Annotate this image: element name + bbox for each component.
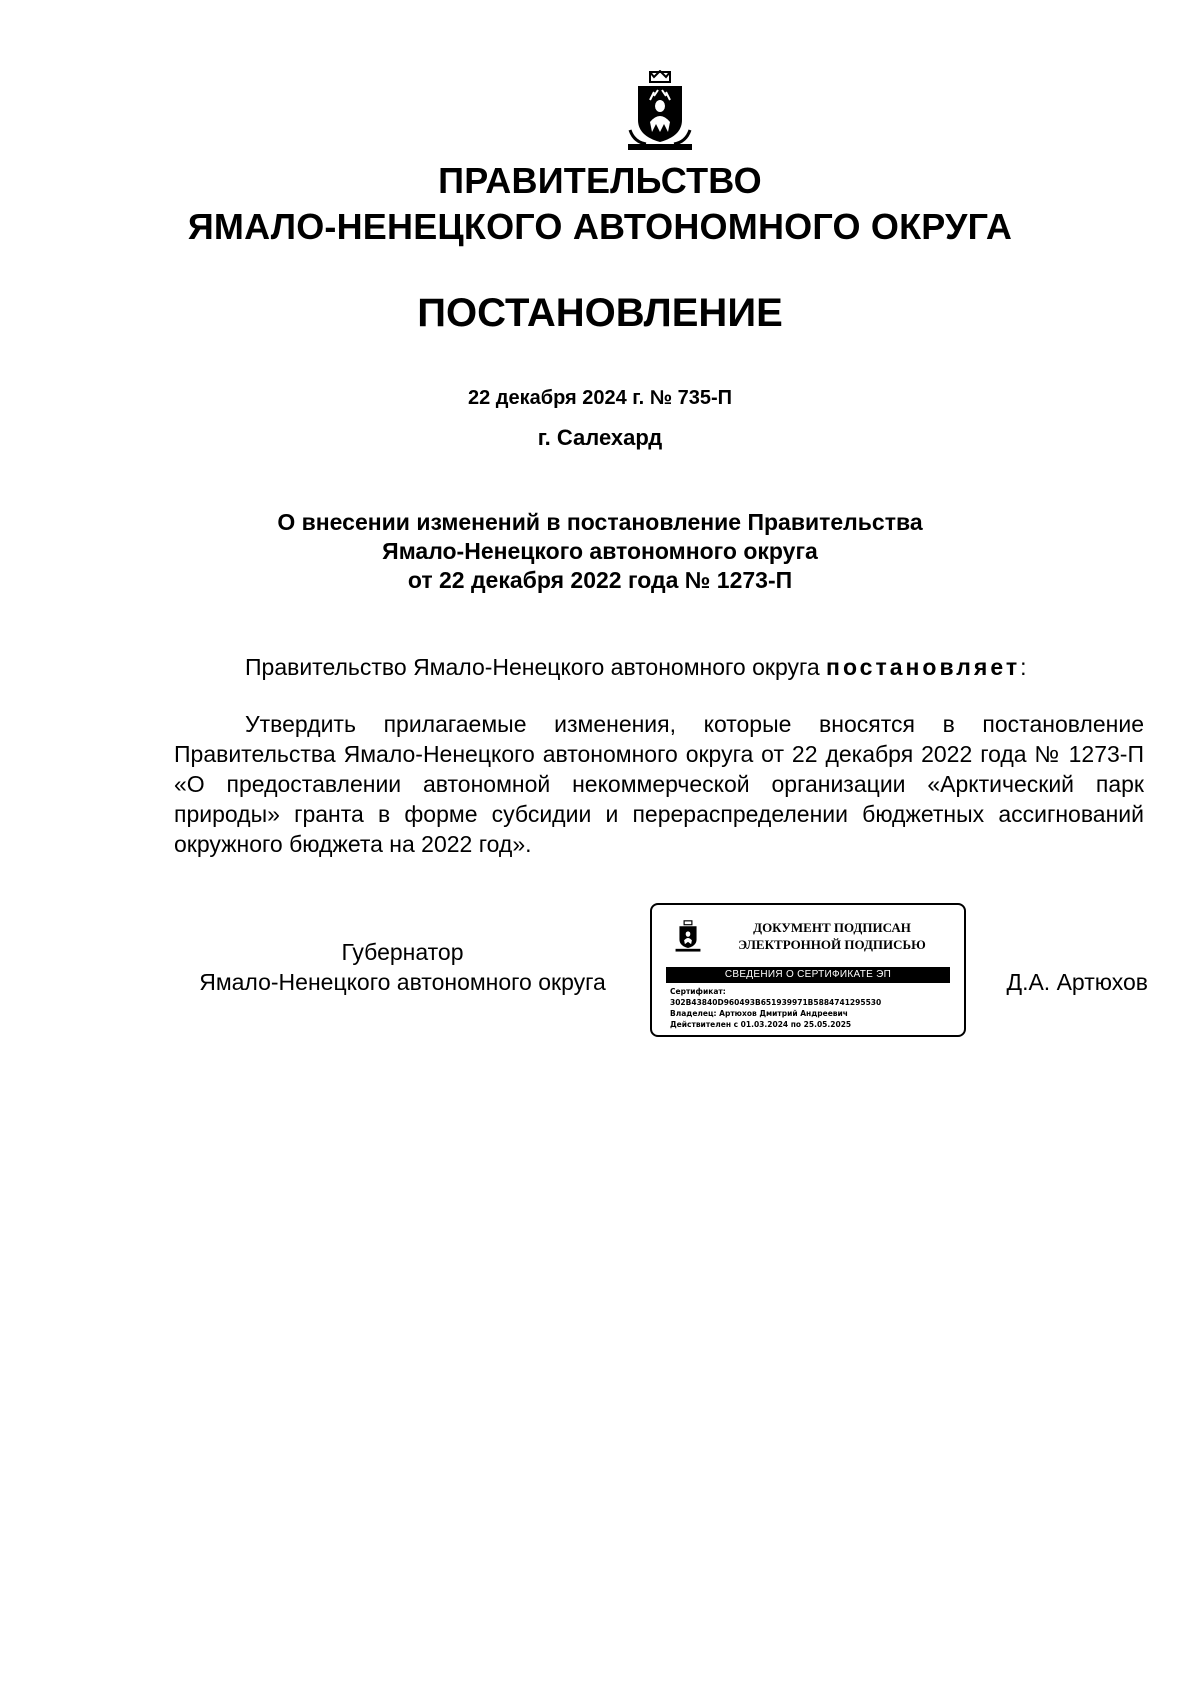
signer-name: Д.А. Артюхов — [1006, 969, 1148, 995]
signatory-position-line-2: Ямало-Ненецкого автономного округа — [199, 969, 606, 995]
stamp-title-line-2: ЭЛЕКТРОННОЙ ПОДПИСЬЮ — [738, 937, 926, 952]
organization-title-line-2: ЯМАЛО-НЕНЕЦКОГО АВТОНОМНОГО ОКРУГА — [187, 206, 1013, 247]
resolve-suffix: : — [1020, 654, 1027, 680]
organization-title — [0, 158, 1200, 250]
subject-line-3: от 22 декабря 2022 года № 1273-П — [407, 567, 793, 593]
document-date-number: 22 декабря 2024 г. № 735-П — [467, 387, 733, 409]
stamp-validity: Действителен с 01.03.2024 по 25.05.2025 — [670, 1020, 852, 1029]
resolve-prefix: Правительство Ямало-Ненецкого автономного округа — [245, 654, 820, 680]
signatory-position — [150, 937, 655, 997]
document-place: г. Салехард — [537, 425, 663, 450]
stamp-owner: Владелец: Артюхов Дмитрий Андреевич — [670, 1009, 848, 1018]
subject-line-1: О внесении изменений в постановление Правительства — [277, 509, 923, 535]
resolve-statement — [174, 652, 1144, 682]
subject-line-2: Ямало-Ненецкого автономного округа — [382, 538, 818, 564]
stamp-certificate-label: Сертификат: — [670, 987, 726, 996]
organization-title-line-1: ПРАВИТЕЛЬСТВО — [438, 160, 762, 201]
stamp-title — [714, 919, 950, 953]
coat-of-arms-icon — [674, 917, 702, 955]
stamp-certificate-header: СВЕДЕНИЯ О СЕРТИФИКАТЕ ЭП — [666, 967, 950, 983]
stamp-certificate-details — [670, 986, 954, 1030]
stamp-title-line-1: ДОКУМЕНТ ПОДПИСАН — [753, 920, 911, 935]
stamp-certificate-value: 302B43840D960493B651939971B5884741295530 — [670, 998, 882, 1007]
body-paragraph: Утвердить прилагаемые изменения, которые вносятся в постановление Правительства Ямало-Ненецкого автономного округа от 22 декабря 2022 года № 1273-П «О предоставлении автономной некоммерческой организации «Арктический парк природы» гранта в форме субсидии и перераспределении бюджетных ассигнований окружного бюджета на 2022 год». — [174, 711, 1144, 857]
electronic-signature-stamp — [650, 903, 966, 1037]
document-subject — [0, 508, 1200, 595]
document-type: ПОСТАНОВЛЕНИЕ — [417, 291, 783, 335]
signatory-position-line-1: Губернатор — [341, 939, 464, 965]
coat-of-arms-icon — [624, 70, 696, 152]
resolve-word: постановляет — [826, 654, 1021, 680]
